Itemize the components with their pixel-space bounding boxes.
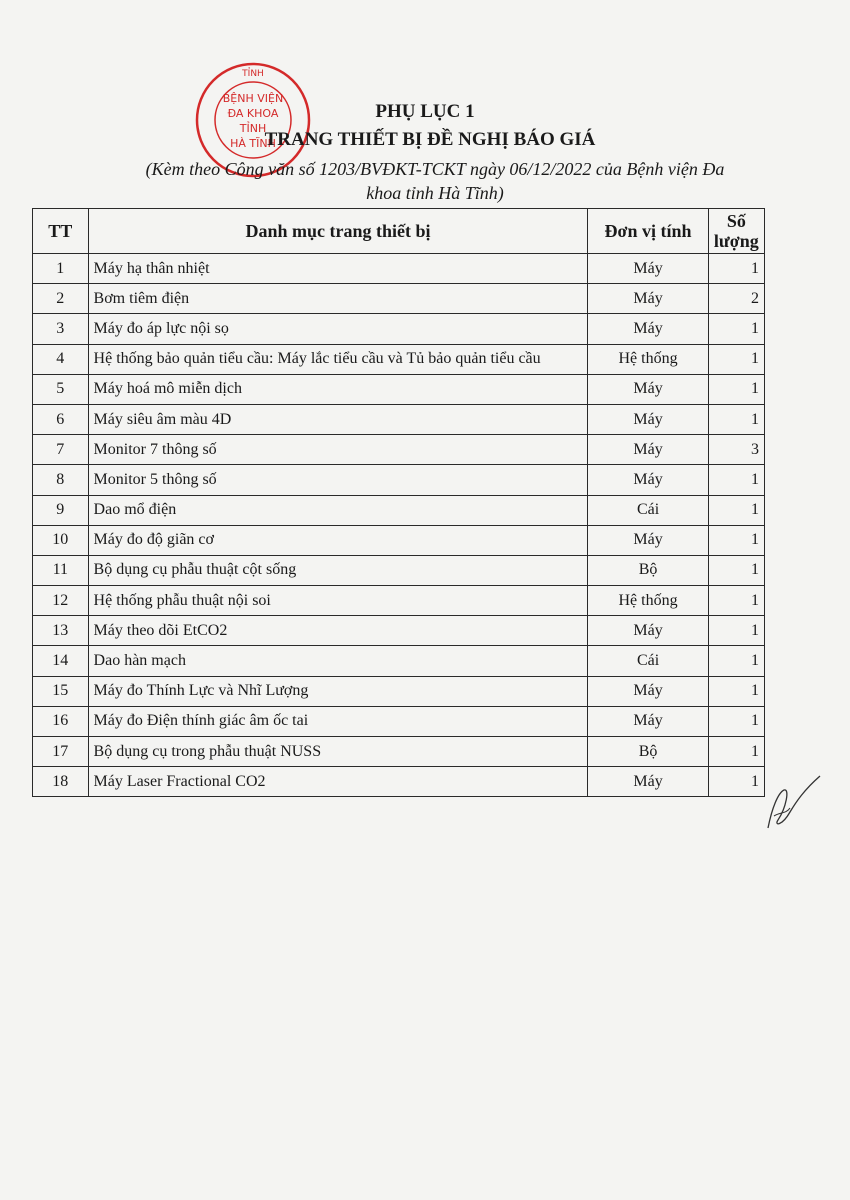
cell-qty: 1 xyxy=(708,344,764,374)
cell-name: Dao hàn mạch xyxy=(88,646,588,676)
cell-name: Monitor 5 thông số xyxy=(88,465,588,495)
reference-note xyxy=(105,157,765,205)
cell-tt: 6 xyxy=(33,404,89,434)
cell-name: Bộ dụng cụ phẫu thuật cột sống xyxy=(88,555,588,585)
column-header-qty xyxy=(708,209,764,254)
cell-name: Máy đo áp lực nội sọ xyxy=(88,314,588,344)
cell-unit: Máy xyxy=(588,767,708,797)
cell-tt: 18 xyxy=(33,767,89,797)
signature-icon xyxy=(760,768,830,838)
cell-qty: 2 xyxy=(708,284,764,314)
cell-name: Monitor 7 thông số xyxy=(88,435,588,465)
cell-qty: 1 xyxy=(708,525,764,555)
reference-note-line-2: khoa tỉnh Hà Tĩnh) xyxy=(366,183,504,203)
cell-tt: 14 xyxy=(33,646,89,676)
cell-qty: 1 xyxy=(708,646,764,676)
cell-tt: 15 xyxy=(33,676,89,706)
cell-name: Máy Laser Fractional CO2 xyxy=(88,767,588,797)
cell-unit: Máy xyxy=(588,435,708,465)
cell-tt: 16 xyxy=(33,706,89,736)
cell-name: Bơm tiêm điện xyxy=(88,284,588,314)
cell-unit: Máy xyxy=(588,374,708,404)
table-row xyxy=(33,525,765,555)
cell-name: Máy đo Điện thính giác âm ốc tai xyxy=(88,706,588,736)
cell-unit: Máy xyxy=(588,254,708,284)
column-header-qty-line2: lượng xyxy=(713,231,759,251)
cell-qty: 1 xyxy=(708,495,764,525)
table-row xyxy=(33,435,765,465)
cell-name: Máy hạ thân nhiệt xyxy=(88,254,588,284)
column-header-tt: TT xyxy=(33,209,89,254)
cell-qty: 1 xyxy=(708,314,764,344)
cell-tt: 11 xyxy=(33,555,89,585)
cell-qty: 1 xyxy=(708,676,764,706)
svg-text:BỆNH VIỆN: BỆNH VIỆN xyxy=(222,92,284,105)
cell-unit: Máy xyxy=(588,676,708,706)
table-row xyxy=(33,586,765,616)
table-row xyxy=(33,706,765,736)
cell-unit: Hệ thống xyxy=(588,586,708,616)
cell-unit: Máy xyxy=(588,314,708,344)
cell-unit: Máy xyxy=(588,404,708,434)
cell-tt: 12 xyxy=(33,586,89,616)
cell-tt: 10 xyxy=(33,525,89,555)
cell-tt: 17 xyxy=(33,737,89,767)
cell-tt: 1 xyxy=(33,254,89,284)
cell-qty: 1 xyxy=(708,616,764,646)
column-header-unit: Đơn vị tính xyxy=(588,209,708,254)
cell-tt: 2 xyxy=(33,284,89,314)
cell-tt: 8 xyxy=(33,465,89,495)
cell-qty: 1 xyxy=(708,254,764,284)
svg-text:HÀ TĨNH: HÀ TĨNH xyxy=(230,137,276,150)
table-row xyxy=(33,284,765,314)
column-header-qty-line1: Số xyxy=(726,211,746,231)
cell-qty: 3 xyxy=(708,435,764,465)
cell-name: Máy đo Thính Lực và Nhĩ Lượng xyxy=(88,676,588,706)
cell-qty: 1 xyxy=(708,586,764,616)
table-row xyxy=(33,555,765,585)
handwritten-signature xyxy=(760,768,830,838)
table-row xyxy=(33,254,765,284)
table-row xyxy=(33,495,765,525)
table-row xyxy=(33,767,765,797)
cell-unit: Bộ xyxy=(588,555,708,585)
table-row xyxy=(33,616,765,646)
reference-note-line-1: (Kèm theo Công văn số 1203/BVĐKT-TCKT ngày 06/12/2022 của Bệnh viện Đa xyxy=(145,159,725,179)
equipment-table xyxy=(32,208,765,797)
cell-qty: 1 xyxy=(708,706,764,736)
cell-unit: Cái xyxy=(588,646,708,676)
cell-name: Máy siêu âm màu 4D xyxy=(88,404,588,434)
table-row xyxy=(33,465,765,495)
cell-name: Dao mổ điện xyxy=(88,495,588,525)
cell-name: Máy theo dõi EtCO2 xyxy=(88,616,588,646)
cell-name: Hệ thống bảo quản tiểu cầu: Máy lắc tiểu cầu và Tủ bảo quản tiểu cầu xyxy=(88,344,588,374)
cell-qty: 1 xyxy=(708,404,764,434)
cell-name: Bộ dụng cụ trong phẫu thuật NUSS xyxy=(88,737,588,767)
cell-tt: 13 xyxy=(33,616,89,646)
table-row xyxy=(33,374,765,404)
cell-name: Máy hoá mô miễn dịch xyxy=(88,374,588,404)
cell-unit: Máy xyxy=(588,465,708,495)
cell-unit: Hệ thống xyxy=(588,344,708,374)
cell-tt: 7 xyxy=(33,435,89,465)
cell-name: Hệ thống phẫu thuật nội soi xyxy=(88,586,588,616)
table-row xyxy=(33,737,765,767)
cell-qty: 1 xyxy=(708,555,764,585)
column-header-name: Danh mục trang thiết bị xyxy=(88,209,588,254)
table-row xyxy=(33,404,765,434)
table-header-row xyxy=(33,209,765,254)
cell-unit: Bộ xyxy=(588,737,708,767)
cell-tt: 5 xyxy=(33,374,89,404)
cell-qty: 1 xyxy=(708,374,764,404)
page-title: PHỤ LỤC 1 xyxy=(375,101,475,122)
cell-tt: 4 xyxy=(33,344,89,374)
table-row xyxy=(33,344,765,374)
cell-tt: 9 xyxy=(33,495,89,525)
cell-tt: 3 xyxy=(33,314,89,344)
cell-unit: Cái xyxy=(588,495,708,525)
cell-unit: Máy xyxy=(588,525,708,555)
svg-text:TỈNH: TỈNH xyxy=(239,122,267,135)
cell-unit: Máy xyxy=(588,706,708,736)
table-row xyxy=(33,314,765,344)
svg-text:TỈNH: TỈNH xyxy=(242,69,264,79)
table-row xyxy=(33,646,765,676)
cell-qty: 1 xyxy=(708,465,764,495)
cell-name: Máy đo độ giãn cơ xyxy=(88,525,588,555)
cell-unit: Máy xyxy=(588,284,708,314)
svg-text:ĐA KHOA: ĐA KHOA xyxy=(227,107,279,120)
page-subtitle: TRANG THIẾT BỊ ĐỀ NGHỊ BÁO GIÁ xyxy=(264,129,596,150)
cell-qty: 1 xyxy=(708,767,764,797)
table-row xyxy=(33,676,765,706)
cell-qty: 1 xyxy=(708,737,764,767)
cell-unit: Máy xyxy=(588,616,708,646)
